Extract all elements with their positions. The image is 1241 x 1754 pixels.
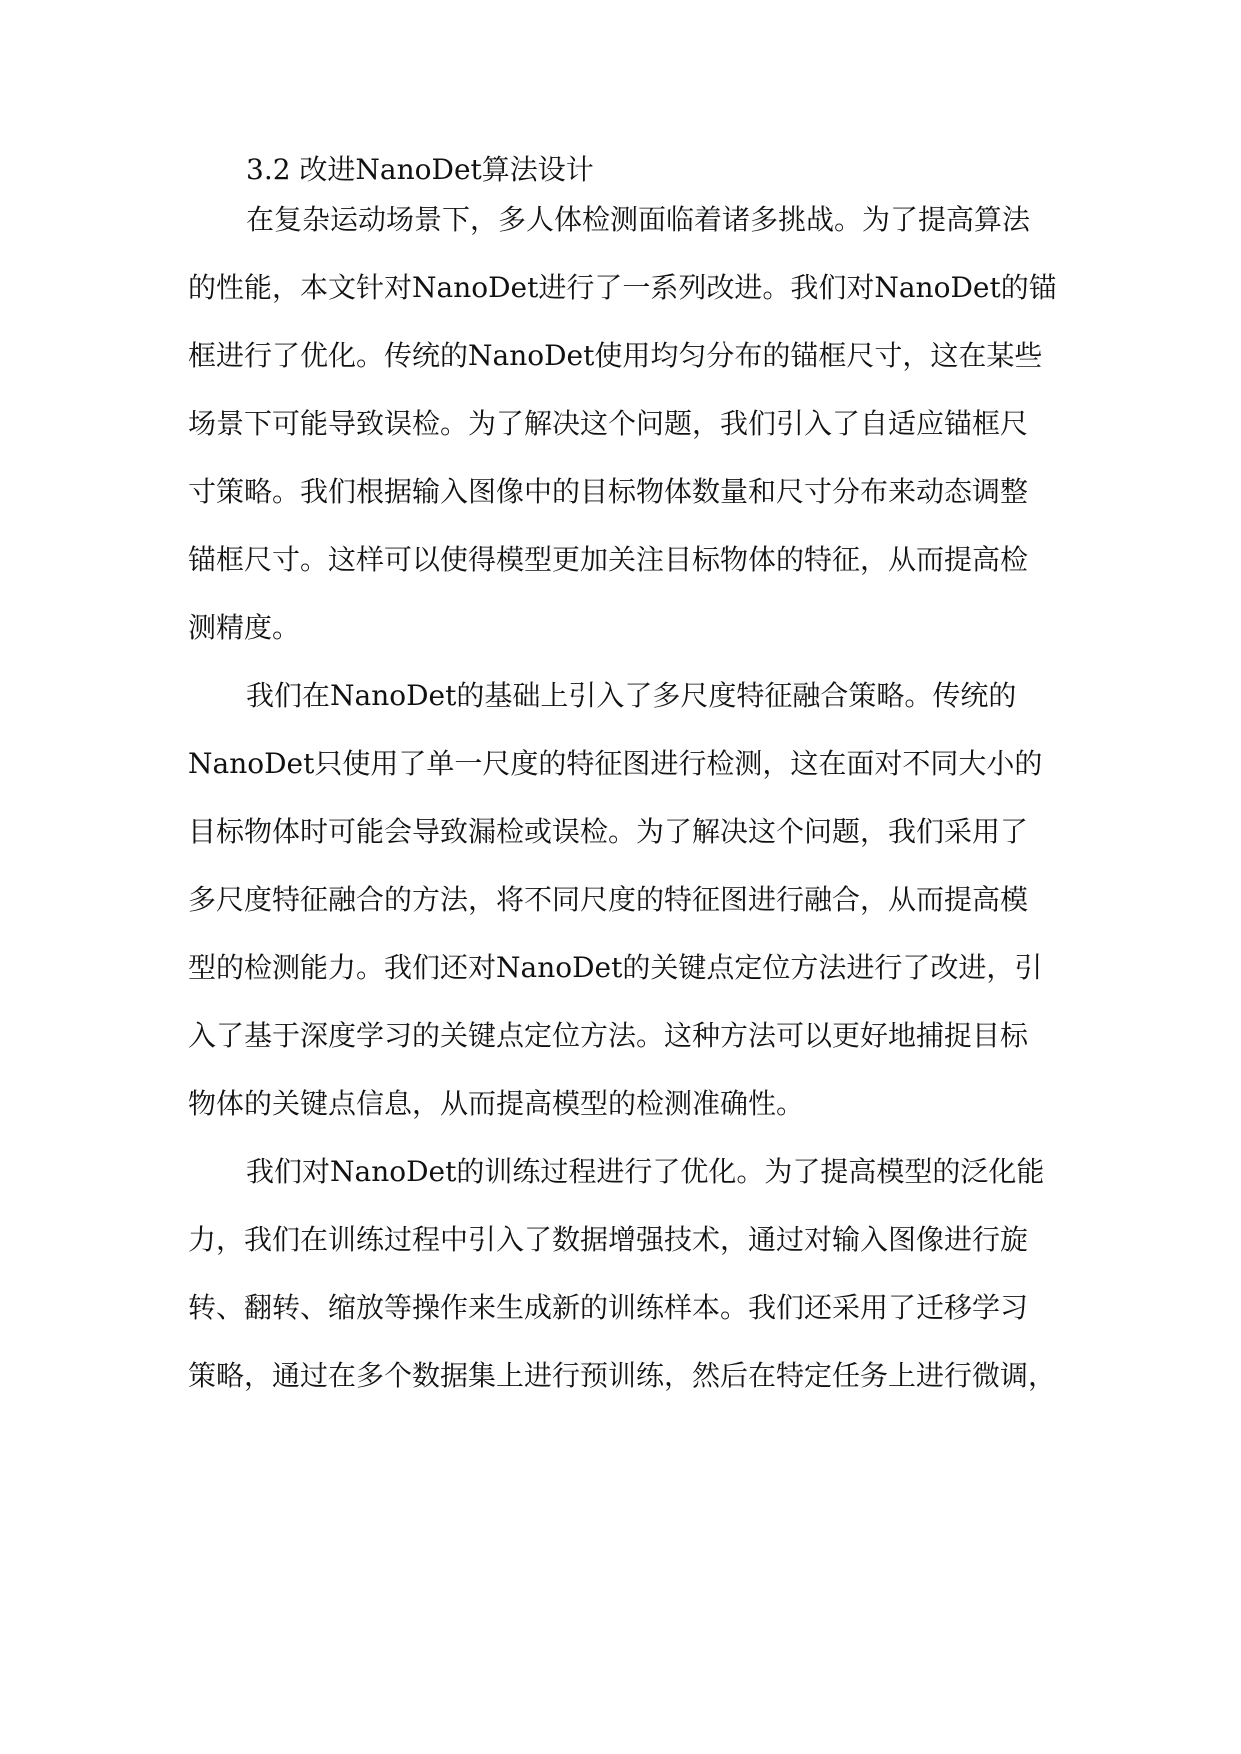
paragraph-line: 策略，通过在多个数据集上进行预训练，然后在特定任务上进行微调， (188, 1359, 1057, 1392)
paragraph-line: 场景下可能导致误检。为了解决这个问题，我们引入了自适应锚框尺 (188, 407, 1029, 440)
paragraph-line: 的性能，本文针对NanoDet进行了一系列改进。我们对NanoDet的锚 (188, 271, 1057, 304)
paragraph-line: 我们在NanoDet的基础上引入了多尺度特征融合策略。传统的 (246, 679, 1017, 712)
paragraph-line: 物体的关键点信息，从而提高模型的检测准确性。 (188, 1087, 805, 1120)
paragraph-line: 力，我们在训练过程中引入了数据增强技术，通过对输入图像进行旋 (188, 1223, 1029, 1256)
paragraph-line: 框进行了优化。传统的NanoDet使用均匀分布的锚框尺寸，这在某些 (188, 339, 1043, 372)
paragraph-line: 型的检测能力。我们还对NanoDet的关键点定位方法进行了改进，引 (188, 951, 1043, 984)
paragraph-line: 锚框尺寸。这样可以使得模型更加关注目标物体的特征，从而提高检 (188, 543, 1029, 576)
paragraph-line: 寸策略。我们根据输入图像中的目标物体数量和尺寸分布来动态调整 (188, 475, 1029, 508)
paragraph-line: 测精度。 (188, 611, 301, 644)
paragraph-line: 我们对NanoDet的训练过程进行了优化。为了提高模型的泛化能 (246, 1155, 1045, 1188)
section-heading: 3.2 改进NanoDet算法设计 (246, 153, 594, 186)
paragraph-line: NanoDet只使用了单一尺度的特征图进行检测，这在面对不同大小的 (188, 747, 1043, 780)
paragraph-line: 入了基于深度学习的关键点定位方法。这种方法可以更好地捕捉目标 (188, 1019, 1029, 1052)
paragraph-line: 转、翻转、缩放等操作来生成新的训练样本。我们还采用了迁移学习 (188, 1291, 1029, 1324)
paragraph-line: 多尺度特征融合的方法，将不同尺度的特征图进行融合，从而提高模 (188, 883, 1029, 916)
paragraph-line: 目标物体时可能会导致漏检或误检。为了解决这个问题，我们采用了 (188, 815, 1029, 848)
paragraph-line: 在复杂运动场景下，多人体检测面临着诸多挑战。为了提高算法 (246, 203, 1031, 236)
